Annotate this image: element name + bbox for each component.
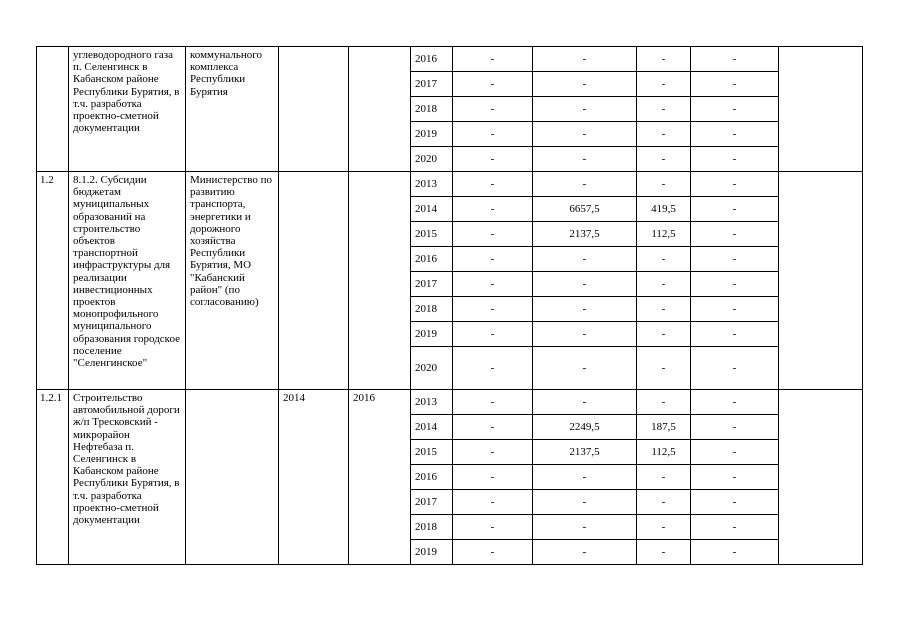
value-cell-3: - (637, 347, 691, 390)
value-cell-3: 187,5 (637, 415, 691, 440)
value-cell-2: - (533, 540, 637, 565)
value-cell-4: - (691, 390, 779, 415)
value-cell-1: - (453, 490, 533, 515)
value-cell-2: - (533, 390, 637, 415)
value-cell-1: - (453, 197, 533, 222)
value-cell-1: - (453, 390, 533, 415)
value-cell-4: - (691, 347, 779, 390)
value-cell-2: - (533, 272, 637, 297)
table-row (37, 47, 863, 72)
value-cell-1: - (453, 297, 533, 322)
value-cell-3: - (637, 297, 691, 322)
year-cell: 2013 (411, 172, 453, 197)
value-cell-3: - (637, 515, 691, 540)
value-cell-2: 2137,5 (533, 440, 637, 465)
year-cell: 2016 (411, 47, 453, 72)
value-cell-4: - (691, 540, 779, 565)
value-cell-2: - (533, 322, 637, 347)
year-cell: 2014 (411, 415, 453, 440)
notes-cell (779, 47, 863, 172)
value-cell-2: - (533, 122, 637, 147)
value-cell-4: - (691, 465, 779, 490)
year-cell: 2018 (411, 97, 453, 122)
row-number: 1.2 (37, 172, 69, 390)
measure-name: Строительство автомобильной дороги ж/п Тресковский - микрорайон Нефтебаза п. Селенгинск в Кабанском районе Республики Бурятия, в т.ч. разработка проектно-сметной документации (69, 390, 186, 565)
year-cell: 2019 (411, 122, 453, 147)
end-year (349, 172, 411, 390)
notes-cell (779, 390, 863, 565)
value-cell-1: - (453, 440, 533, 465)
year-cell: 2020 (411, 147, 453, 172)
value-cell-2: - (533, 147, 637, 172)
value-cell-3: - (637, 272, 691, 297)
value-cell-1: - (453, 247, 533, 272)
value-cell-1: - (453, 415, 533, 440)
value-cell-2: - (533, 490, 637, 515)
year-cell: 2013 (411, 390, 453, 415)
year-cell: 2017 (411, 272, 453, 297)
value-cell-4: - (691, 272, 779, 297)
value-cell-1: - (453, 272, 533, 297)
year-cell: 2016 (411, 465, 453, 490)
value-cell-3: - (637, 147, 691, 172)
year-cell: 2018 (411, 297, 453, 322)
value-cell-1: - (453, 540, 533, 565)
year-cell: 2015 (411, 222, 453, 247)
value-cell-3: - (637, 47, 691, 72)
value-cell-4: - (691, 72, 779, 97)
value-cell-1: - (453, 97, 533, 122)
start-year: 2014 (279, 390, 349, 565)
value-cell-2: - (533, 515, 637, 540)
table-row (37, 390, 863, 415)
executor-name (186, 390, 279, 565)
row-number (37, 47, 69, 172)
value-cell-2: 2137,5 (533, 222, 637, 247)
value-cell-2: - (533, 72, 637, 97)
value-cell-3: 112,5 (637, 440, 691, 465)
value-cell-2: - (533, 297, 637, 322)
value-cell-1: - (453, 122, 533, 147)
value-cell-1: - (453, 172, 533, 197)
start-year (279, 47, 349, 172)
year-cell: 2018 (411, 515, 453, 540)
value-cell-3: 419,5 (637, 197, 691, 222)
value-cell-4: - (691, 97, 779, 122)
end-year: 2016 (349, 390, 411, 565)
year-cell: 2015 (411, 440, 453, 465)
value-cell-1: - (453, 222, 533, 247)
value-cell-3: - (637, 172, 691, 197)
measure-name: углеводородного газа п. Селенгинск в Кабанском районе Республики Бурятия, в т.ч. разработка проектно-сметной документации (69, 47, 186, 172)
value-cell-4: - (691, 172, 779, 197)
value-cell-1: - (453, 147, 533, 172)
value-cell-2: - (533, 465, 637, 490)
value-cell-3: - (637, 72, 691, 97)
row-number: 1.2.1 (37, 390, 69, 565)
program-table (36, 46, 863, 565)
value-cell-3: - (637, 122, 691, 147)
value-cell-1: - (453, 347, 533, 390)
start-year (279, 172, 349, 390)
value-cell-2: - (533, 172, 637, 197)
value-cell-4: - (691, 515, 779, 540)
table-row (37, 172, 863, 197)
value-cell-4: - (691, 247, 779, 272)
value-cell-4: - (691, 440, 779, 465)
end-year (349, 47, 411, 172)
value-cell-4: - (691, 490, 779, 515)
value-cell-2: - (533, 47, 637, 72)
value-cell-1: - (453, 72, 533, 97)
value-cell-3: - (637, 322, 691, 347)
value-cell-4: - (691, 222, 779, 247)
value-cell-3: - (637, 540, 691, 565)
value-cell-3: - (637, 390, 691, 415)
value-cell-3: - (637, 465, 691, 490)
value-cell-4: - (691, 122, 779, 147)
year-cell: 2014 (411, 197, 453, 222)
year-cell: 2017 (411, 72, 453, 97)
value-cell-4: - (691, 197, 779, 222)
notes-cell (779, 172, 863, 390)
value-cell-3: 112,5 (637, 222, 691, 247)
value-cell-2: - (533, 347, 637, 390)
value-cell-4: - (691, 415, 779, 440)
value-cell-2: - (533, 247, 637, 272)
year-cell: 2019 (411, 322, 453, 347)
value-cell-4: - (691, 147, 779, 172)
executor-name: Министерство по развитию транспорта, энергетики и дорожного хозяйства Республики Бурятия, МО "Кабанский район" (по согласованию) (186, 172, 279, 390)
value-cell-3: - (637, 97, 691, 122)
value-cell-4: - (691, 297, 779, 322)
value-cell-4: - (691, 47, 779, 72)
value-cell-2: - (533, 97, 637, 122)
year-cell: 2020 (411, 347, 453, 390)
year-cell: 2017 (411, 490, 453, 515)
value-cell-1: - (453, 465, 533, 490)
value-cell-2: 6657,5 (533, 197, 637, 222)
value-cell-2: 2249,5 (533, 415, 637, 440)
value-cell-1: - (453, 515, 533, 540)
value-cell-1: - (453, 322, 533, 347)
year-cell: 2016 (411, 247, 453, 272)
value-cell-4: - (691, 322, 779, 347)
value-cell-3: - (637, 490, 691, 515)
value-cell-3: - (637, 247, 691, 272)
year-cell: 2019 (411, 540, 453, 565)
measure-name: 8.1.2. Субсидии бюджетам муниципальных образований на строительство объектов транспортной инфраструктуры для реализации инвестиционных проектов монопрофильного муниципального образования городское поселение "Селенгинское" (69, 172, 186, 390)
table-body (37, 47, 863, 565)
executor-name: коммунального комплекса Республики Бурятия (186, 47, 279, 172)
value-cell-1: - (453, 47, 533, 72)
